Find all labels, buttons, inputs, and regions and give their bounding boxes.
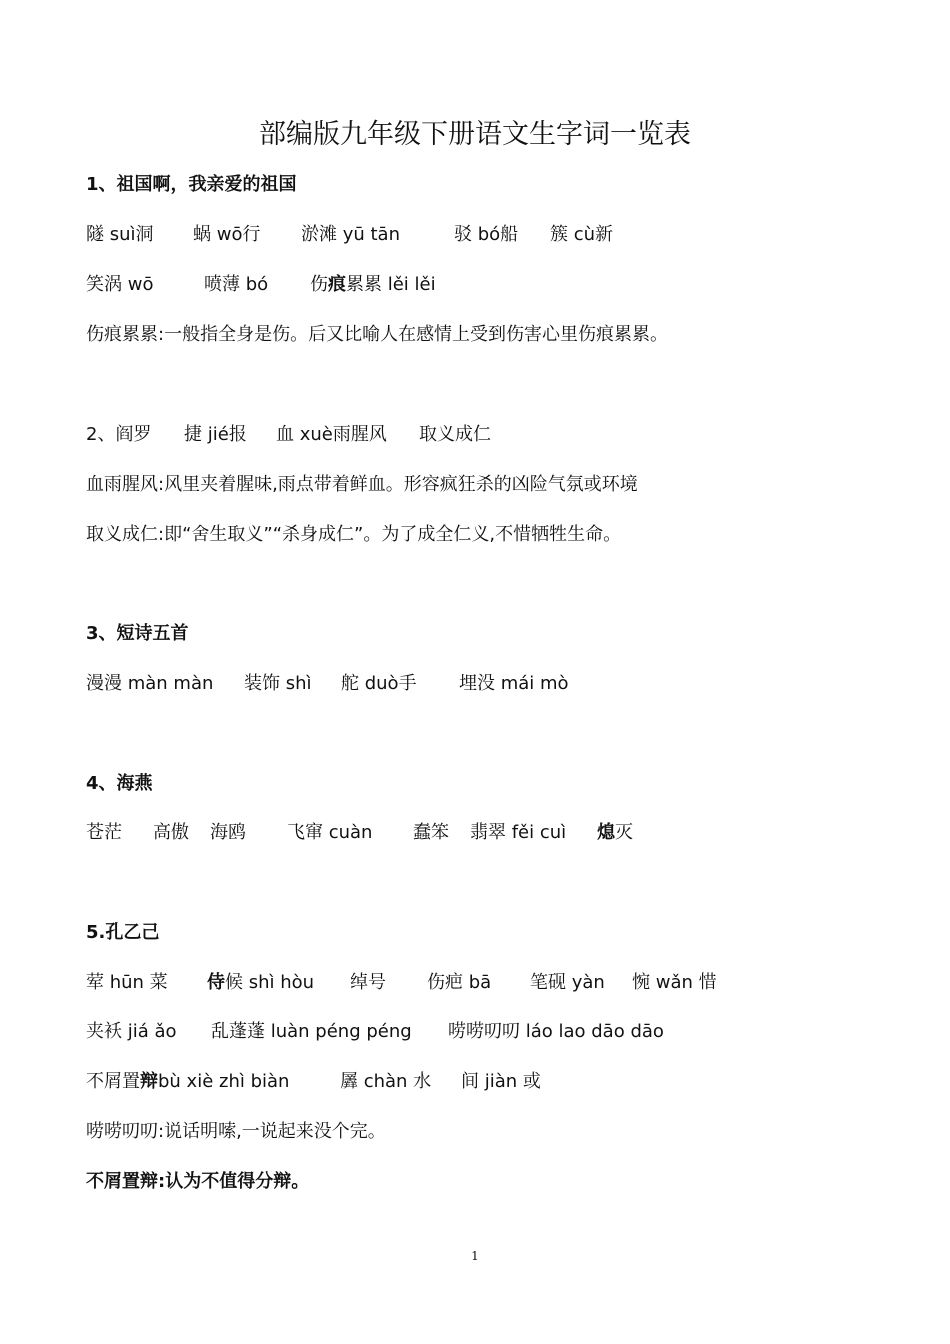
vocab-item [86,1068,340,1096]
vocab-item: 蜗 wō行 [193,224,261,245]
vocab-item [597,819,633,847]
section-5-vocab-row-3 [86,1068,541,1096]
vocab-item: 翡翠 fěi cuì [470,822,567,843]
vocab-item: 荤 hūn 菜 [86,972,168,993]
vocab-item: 捷 jié报 [184,424,247,445]
section-5-vocab-row-2 [86,1018,664,1046]
vocab-item: 绰号 [350,972,386,993]
section-5-heading: 5.孔乙己 [86,922,160,943]
section-2-vocab-row-1 [86,421,491,449]
vocab-char: 灭 [615,822,633,843]
vocab-char-bold: 熄 [597,822,615,843]
vocab-item [207,969,350,997]
vocab-char-bold: 辩 [140,1071,158,1092]
vocab-item: 高傲 [153,822,189,843]
vocab-item: 夹袄 jiá ǎo [86,1021,177,1042]
vocab-char: bù xiè zhì biàn [158,1071,290,1092]
vocab-item: 伤疤 bā [427,972,492,993]
vocab-char-bold: 侍 [207,972,225,993]
vocab-char: 伤 [310,274,328,295]
section-5-note-2: 不屑置辩:认为不值得分辩。 [86,1171,310,1192]
vocab-item: 乱蓬蓬 luàn péng péng [211,1021,412,1042]
vocab-item: 淤滩 yū tān [301,224,400,245]
vocab-item: 取义成仁 [419,424,491,445]
vocab-item: 驳 bó船 [454,224,519,245]
document-title: 部编版九年级下册语文生字词一览表 [259,119,691,150]
vocab-item: 笔砚 yàn [530,972,605,993]
vocab-char: 累累 lěi lěi [346,274,436,295]
section-2-note-2: 取义成仁:即“舍生取义”“杀身成仁”。为了成全仁义,不惜牺牲生命。 [86,524,622,545]
section-3-vocab-row-1 [86,670,569,698]
vocab-item: 苍茫 [86,822,122,843]
vocab-item: 埋没 mái mò [459,673,569,694]
vocab-item [310,271,436,299]
vocab-item: 蠢笨 [413,822,449,843]
vocab-item: 隧 suì洞 [86,224,154,245]
vocab-item: 装饰 shì [244,673,312,694]
vocab-item: 2、阎罗 [86,424,152,445]
vocab-char: 不屑置 [86,1071,140,1092]
vocab-item: 笑涡 wō [86,274,154,295]
vocab-item: 惋 wǎn 惜 [632,972,717,993]
vocab-char-bold: 痕 [328,274,346,295]
vocab-item: 舵 duò手 [341,673,417,694]
section-4-vocab-row-1 [86,819,633,847]
section-5-vocab-row-1 [86,969,717,997]
vocab-item: 漫漫 màn màn [86,673,214,694]
section-1-heading: 1、祖国啊，我亲爱的祖国 [86,174,297,195]
vocab-char: 候 shì hòu [225,972,315,993]
vocab-item: 唠唠叨叨 láo lao dāo dāo [448,1021,664,1042]
section-3-heading: 3、短诗五首 [86,623,189,644]
section-4-heading: 4、海燕 [86,773,153,794]
section-1-vocab-row-1 [86,221,613,249]
section-2-note-1: 血雨腥风:风里夹着腥味,雨点带着鲜血。形容疯狂杀的凶险气氛或环境 [86,474,638,495]
vocab-item: 飞窜 cuàn [287,822,373,843]
vocab-item: 海鸥 [210,822,246,843]
section-1-note: 伤痕累累:一般指全身是伤。后又比喻人在感情上受到伤害心里伤痕累累。 [86,324,669,345]
section-5-note-1: 唠唠叨叨:说话明嗦,一说起来没个完。 [86,1121,386,1142]
vocab-item: 血 xuè雨腥风 [276,424,387,445]
vocab-item: 喷薄 bó [204,274,269,295]
section-1-vocab-row-2 [86,271,436,299]
page-number: 1 [471,1249,479,1263]
vocab-item: 簇 cù新 [550,224,614,245]
vocab-item: 羼 chàn 水 [340,1071,432,1092]
vocab-item: 间 jiàn 或 [461,1071,541,1092]
